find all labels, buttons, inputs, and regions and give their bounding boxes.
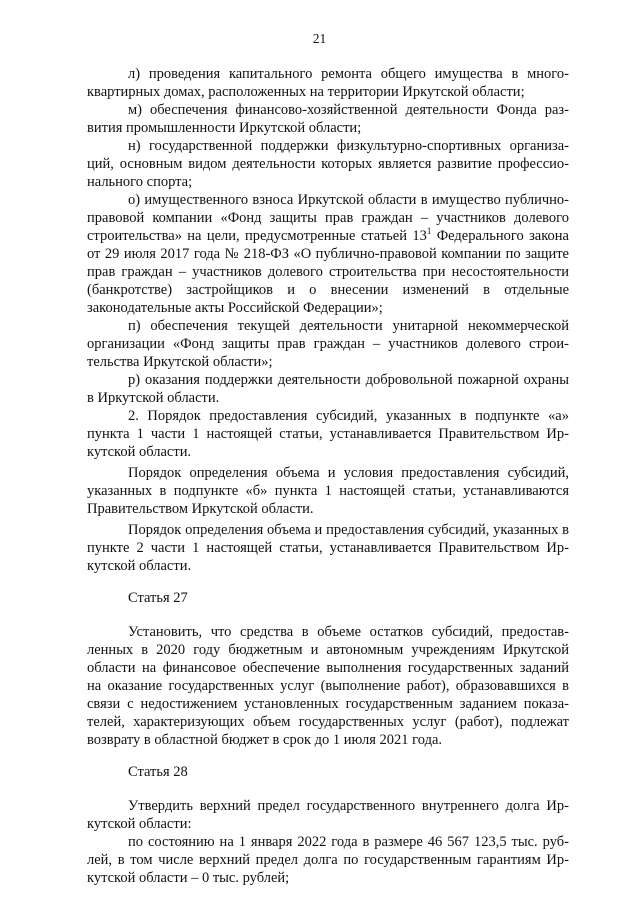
article-28-text: Утвердить верхний предел государственного внутреннего долга Иркутской области:	[87, 798, 569, 832]
paragraph-r: р) оказания поддержки деятельности добровольной пожарной охраны в Иркутской области.	[87, 372, 569, 406]
article-27-heading: Статья 27	[128, 590, 188, 606]
document-body	[87, 65, 569, 887]
paragraph-o	[87, 191, 569, 317]
paragraph-p: п) обеспечения текущей деятельности унитарной некоммерческой организации «Фонд защиты прав граждан – участников долевого строительства Иркутской области»;	[87, 318, 569, 370]
paragraph-o-part-2: Федерального закона от 29 июля 2017 года № 218-ФЗ «О публично-правовой компании по защите прав граждан – участников долевого строительства при несостоятельности (банкротстве) застройщиков и о внесении изменений в отдельные законодательные акты Российской Федерации»;	[87, 228, 569, 316]
paragraph-l: л) проведения капитального ремонта общего имущества в многоквартирных домах, расположенных на территории Иркутской области;	[87, 66, 569, 100]
paragraph-m: м) обеспечения финансово-хозяйственной деятельности Фонда развития промышленности Иркутской области;	[87, 102, 569, 136]
paragraph-2: 2. Порядок предоставления субсидий, указанных в подпункте «а» пункта 1 части 1 настоящей статьи, устанавливается Правительством Иркутской области.	[87, 408, 569, 460]
article-27-text: Установить, что средства в объеме остатков субсидий, предоставленных в 2020 году бюджетным и автономным учреждениям Иркутской области на финансовое обеспечение выполнения государственных заданий на оказание государственных услуг (выполнение работ), образовавшихся в связи с недостижением установленных государственным заданием показателей, характеризующих объем государственных услуг (работ), подлежат возврату в областной бюджет в срок до 1 июля 2021 года.	[87, 624, 569, 748]
page-number: 21	[312, 31, 327, 46]
paragraph-subsidy-b: Порядок определения объема и условия предоставления субсидий, указанных в подпункте «б» пункта 1 настоящей статьи, устанавливаются Правительством Иркутской области.	[87, 465, 569, 517]
article-superscript: 1	[426, 226, 432, 236]
article-28-debt-limit: по состоянию на 1 января 2022 года в размере 46 567 123,5 тыс. рублей, в том числе верхний предел долга по государственным гарантиям Иркутской области – 0 тыс. рублей;	[87, 834, 569, 886]
paragraph-o-part-1: о) имущественного взноса Иркутской области в имущество публично-правовой компании «Фонд защиты прав граждан – участников долевого строительства» на цели, предусмотренные статьей 13	[87, 192, 569, 244]
paragraph-subsidy-2: Порядок определения объема и предоставления субсидий, указанных в пункте 2 части 1 настоящей статьи, устанавливается Правительством Иркутской области.	[87, 522, 569, 574]
article-28-heading: Статья 28	[128, 764, 188, 780]
paragraph-n: н) государственной поддержки физкультурно-спортивных организаций, основным видом деятельности которых является развитие профессионального спорта;	[87, 138, 569, 190]
